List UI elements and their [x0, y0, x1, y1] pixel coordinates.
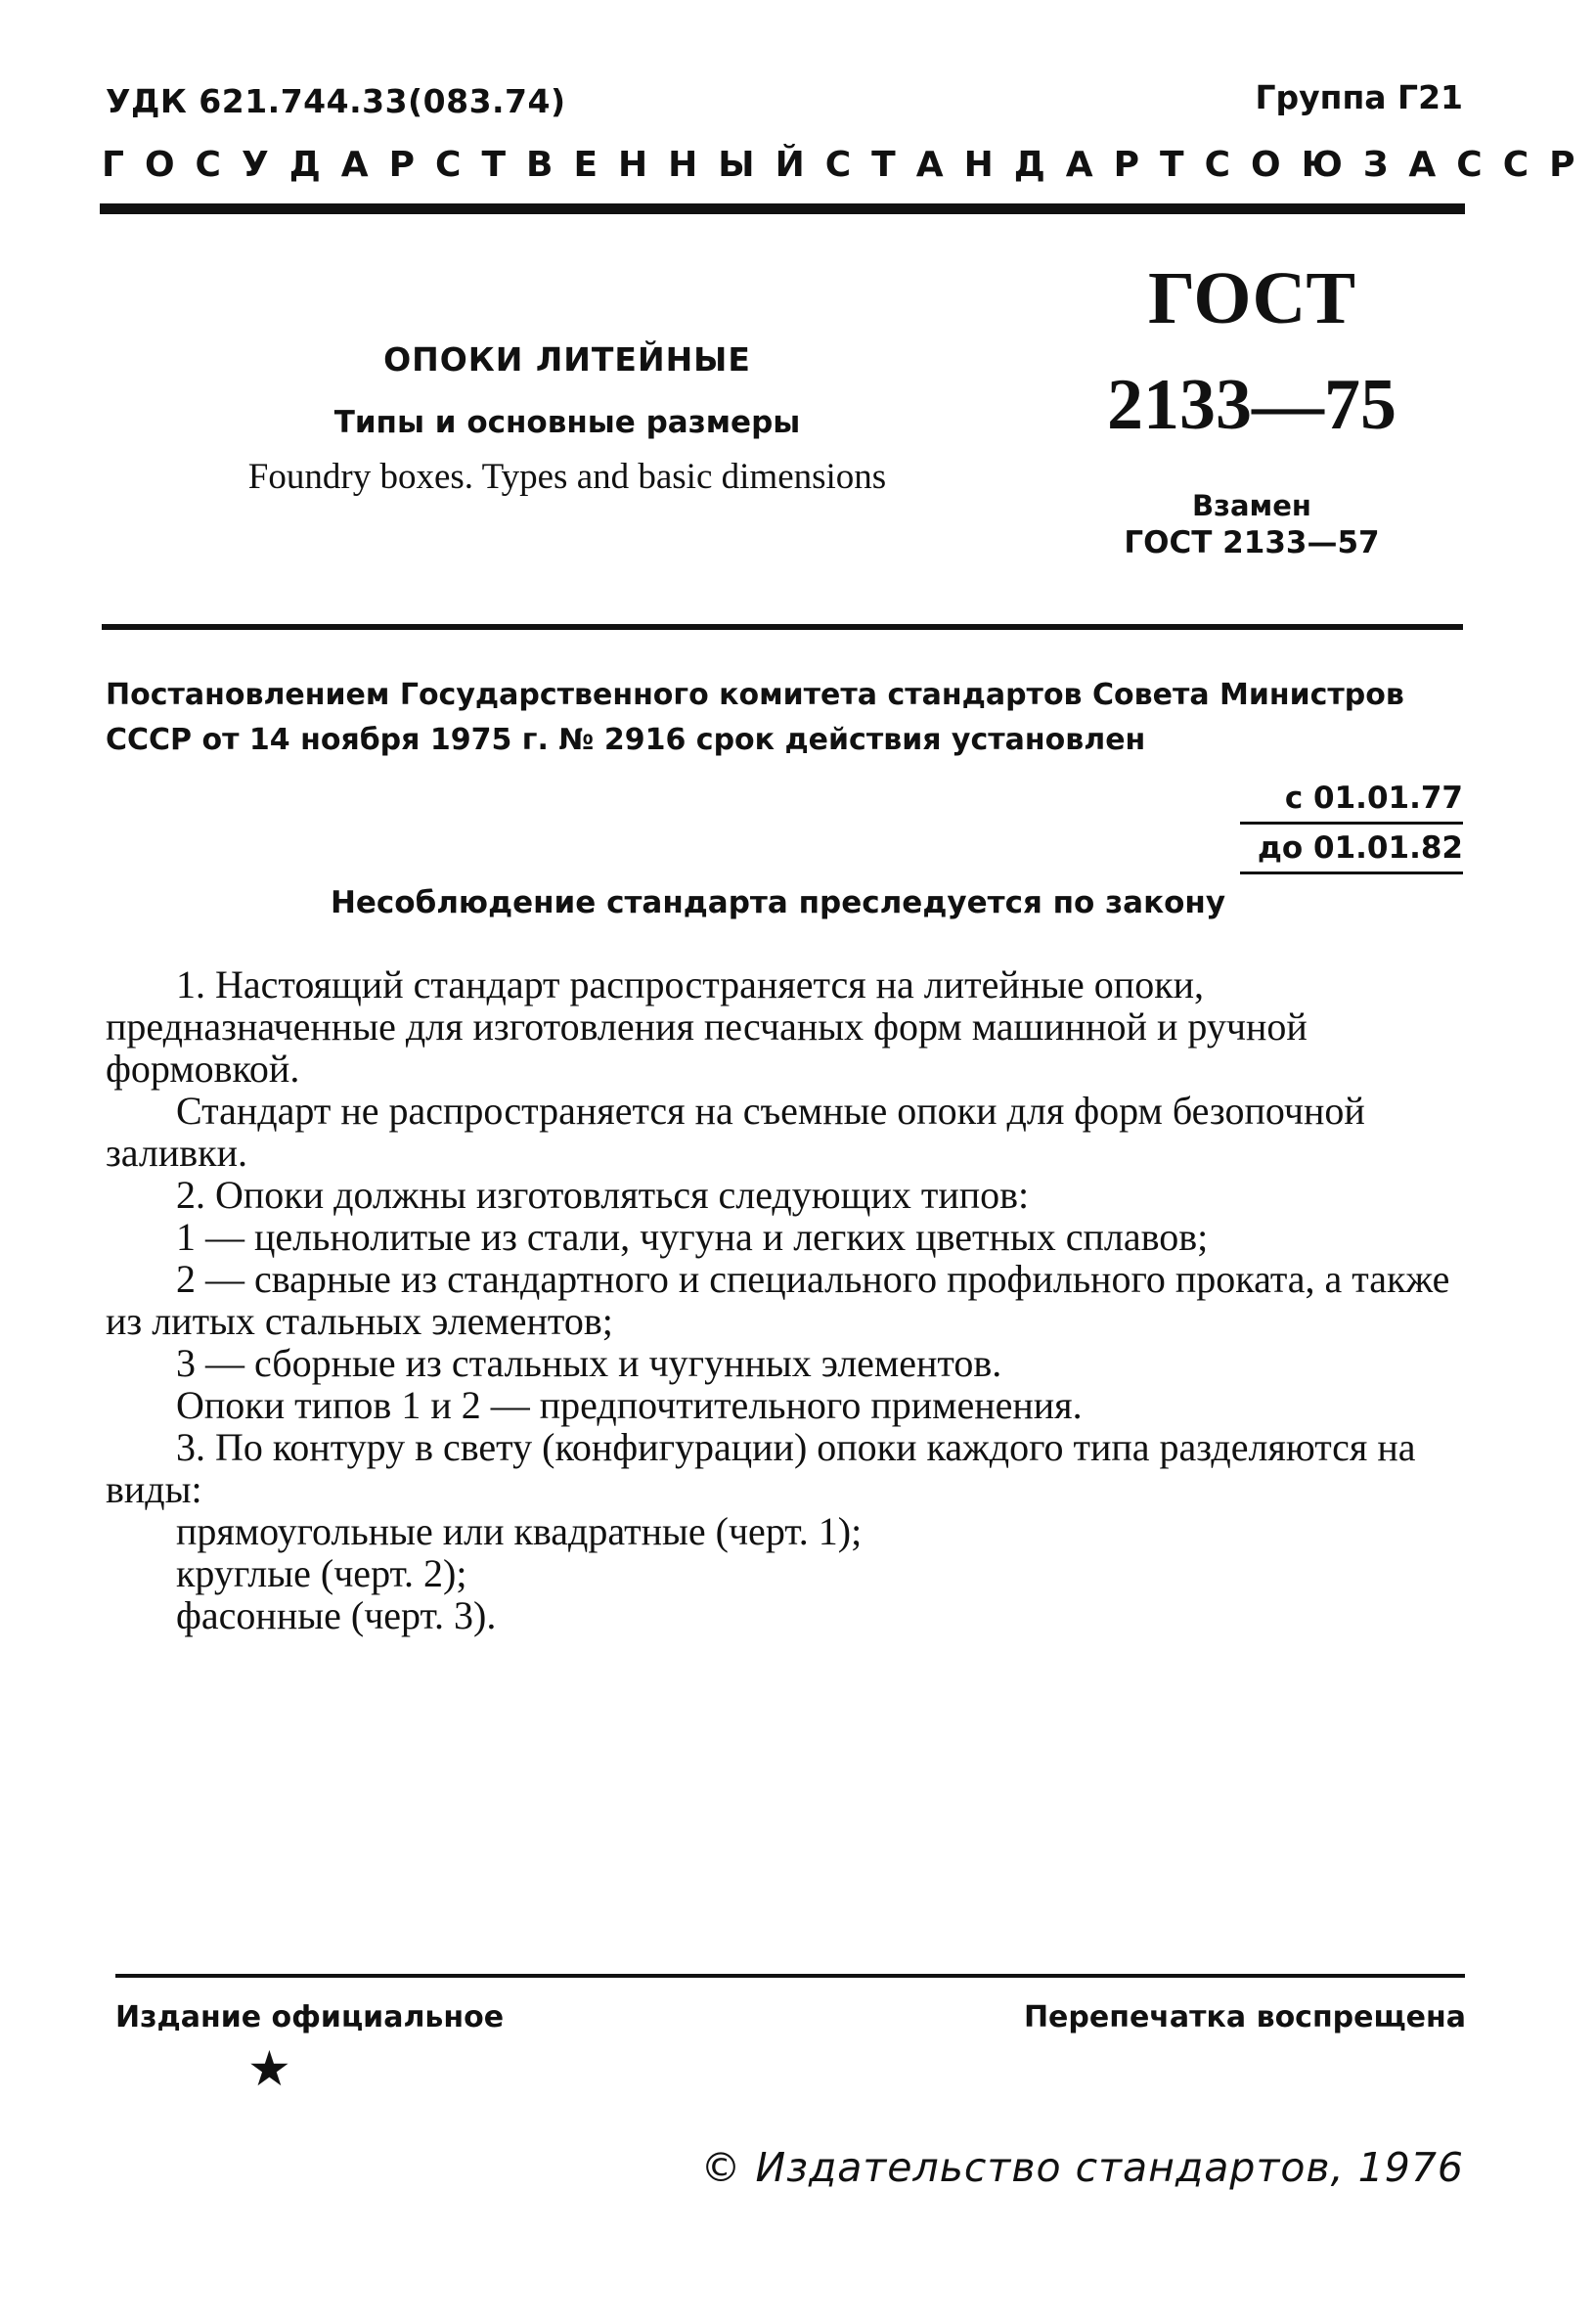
list-item: 1 — цельнолитые из стали, чугуна и легких цветных сплавов;: [176, 1215, 1209, 1259]
edition-label: Издание официальное: [115, 2000, 505, 2034]
valid-from: с 01.01.77: [1240, 775, 1463, 825]
list-item: 2 — сварные из стандартного и специального профильного проката, а также из литых стальных элементов;: [106, 1257, 1450, 1343]
title-divider: [102, 624, 1463, 630]
document-subtitle: Типы и основные размеры: [333, 405, 801, 440]
law-notice: Несоблюдение стандарта преследуется по закону: [330, 885, 1226, 920]
heading-word: СОЮЗА: [1204, 145, 1457, 185]
gost-number: 2133—75: [1107, 365, 1396, 445]
heading-word: ССР: [1456, 145, 1596, 185]
document-title: ОПОКИ ЛИТЕЙНЫЕ: [383, 340, 751, 379]
paragraph: 2. Опоки должны изготовляться следующих типов:: [176, 1173, 1030, 1217]
list-item: прямоугольные или квадратные (черт. 1);: [176, 1509, 863, 1553]
star-icon: ★: [247, 2041, 291, 2096]
list-item: круглые (черт. 2);: [176, 1551, 467, 1595]
udk-code: УДК 621.744.33(083.74): [106, 82, 566, 120]
resolution-text: Постановлением Государственного комитета стандартов Совета Министров СССР от 14 ноября 1975 г. № 2916 срок действия установлен: [106, 678, 1404, 757]
copyright: © Издательство стандартов, 1976: [700, 2144, 1464, 2191]
heading-word: СТАНДАРТ: [824, 145, 1205, 185]
validity-period: [1240, 775, 1463, 874]
english-title: Foundry boxes. Types and basic dimensions: [247, 457, 887, 497]
replaces-label: Взамен: [1192, 489, 1311, 522]
state-standard-heading: [102, 145, 1596, 185]
body-text: [106, 963, 1465, 1636]
reprint-notice: Перепечатка воспрещена: [1023, 2000, 1466, 2034]
paragraph: 1. Настоящий стандарт распространяется на литейные опоки, предназначенные для изготовления песчаных форм машинной и ручной формовкой.: [106, 962, 1308, 1091]
group-code: Группа Г21: [1255, 78, 1463, 116]
paragraph: Опоки типов 1 и 2 — предпочтительного применения.: [176, 1383, 1083, 1427]
paragraph: Стандарт не распространяется на съемные опоки для форм безопочной заливки.: [106, 1089, 1365, 1175]
list-item: фасонные (черт. 3).: [176, 1593, 497, 1637]
valid-to: до 01.01.82: [1240, 825, 1463, 874]
heading-word: ГОСУДАРСТВЕННЫЙ: [102, 145, 825, 185]
gost-label: ГОСТ: [1147, 257, 1356, 339]
header-divider: [100, 203, 1465, 214]
replaces-value: ГОСТ 2133—57: [1124, 525, 1380, 560]
list-item: 3 — сборные из стальных и чугунных элементов.: [176, 1341, 1002, 1385]
paragraph: 3. По контуру в свету (конфигурации) опоки каждого типа разделяются на виды:: [106, 1425, 1416, 1511]
footer-divider: [115, 1974, 1465, 1978]
